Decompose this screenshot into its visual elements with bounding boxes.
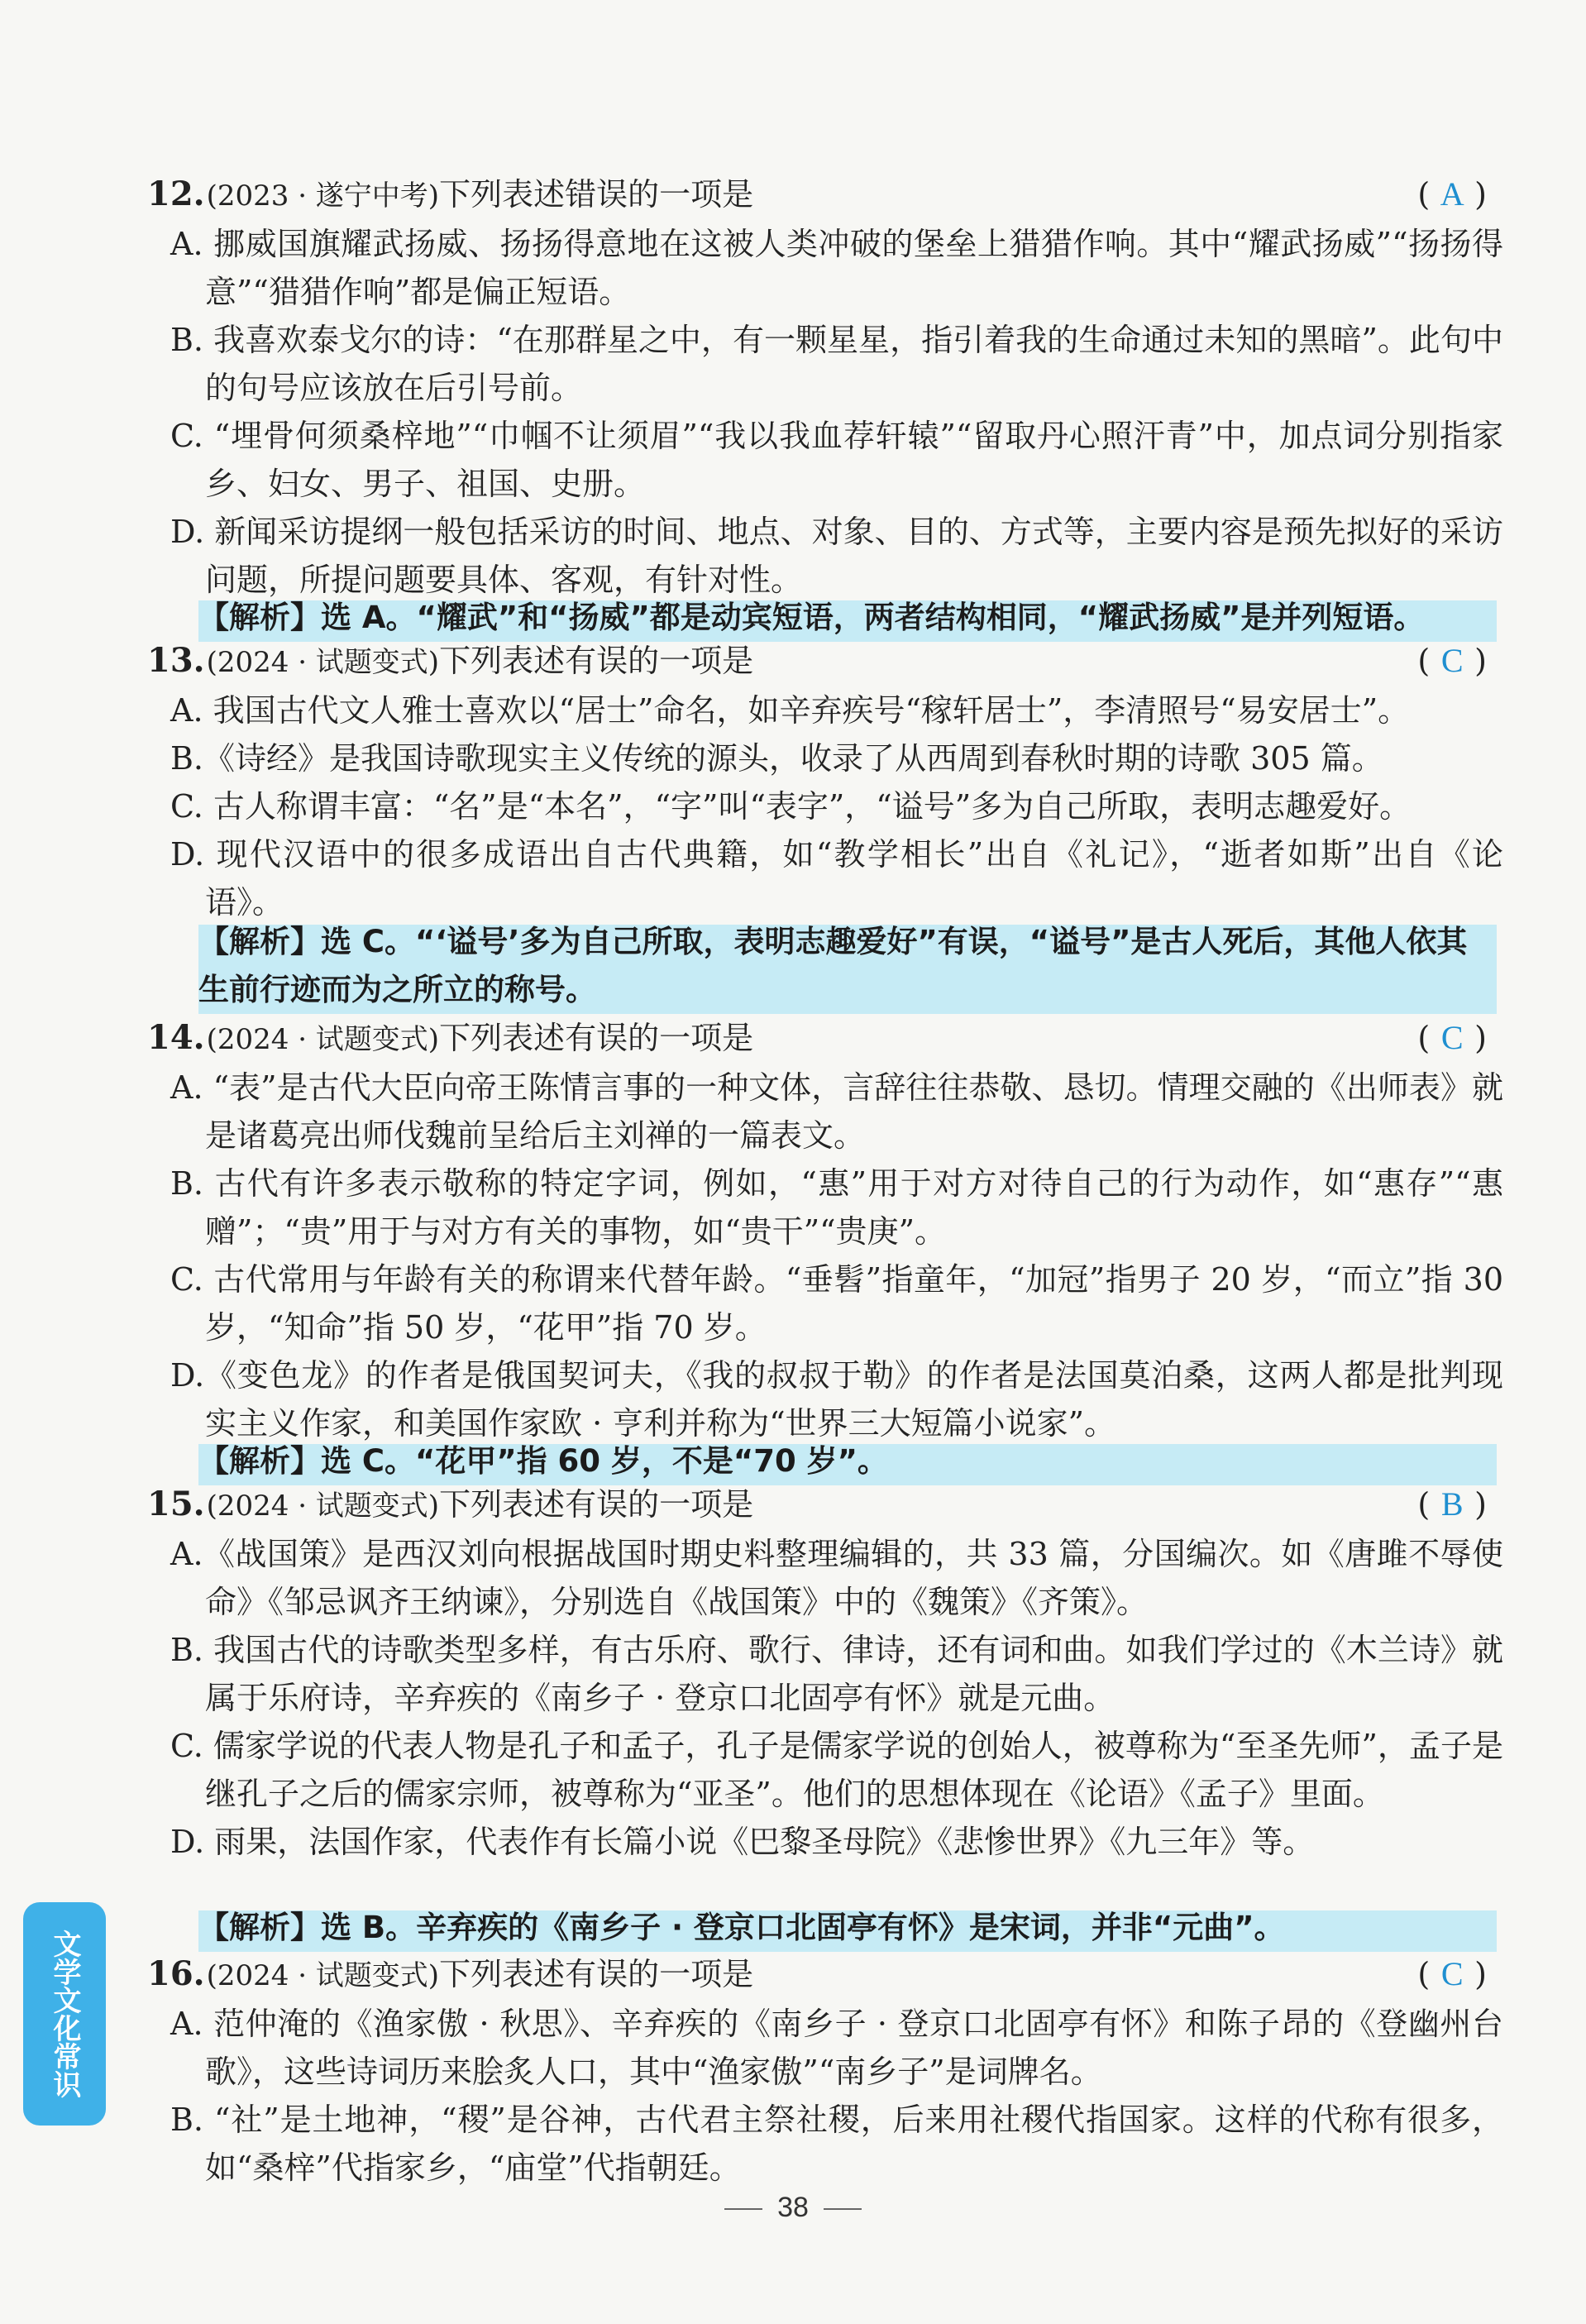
option-a: A. 挪威国旗耀武扬威、扬扬得意地在这被人类冲破的堡垒上猎猎作响。其中“耀武扬威”“扬扬得意”“猎猎作响”都是偏正短语。 [170,226,1503,310]
analysis-text: 【解析】选 B。辛弃疾的《南乡子 · 登京口北固亭有怀》是宋词，并非“元曲”。 [198,1910,1285,1945]
analysis-text: 【解析】选 C。“‘谥号’多为自己所取，表明志趣爱好”有误，“谥号”是古人死后，其他人依其生前行迹而为之所立的称号。 [198,924,1468,1007]
option-c: C. 儒家学说的代表人物是孔子和孟子，孔子是儒家学说的创始人，被尊称为“至圣先师”，孟子是继孔子之后的儒家宗师，被尊称为“亚圣”。他们的思想体现在《论语》《孟子》里面。 [170,1728,1503,1812]
answer-letter: C [1440,642,1464,679]
option-a: A.《战国策》是西汉刘向根据战国时期史料整理编辑的，共 33 篇，分国编次。如《唐雎不辱使命》《邹忌讽齐王纳谏》，分别选自《战国策》中的《魏策》《齐策》。 [170,1536,1503,1620]
question-stem: 下列表述有误的一项是 [439,1956,754,1992]
question-15 [147,1480,1503,1866]
option-b: B. “社”是土地神，“稷”是谷神，古代君主祭社稷，后来用社稷代指国家。这样的代称有很多，如“桑梓”代指家乡，“庙堂”代指朝廷。 [170,2102,1503,2186]
question-14 [147,1014,1503,1447]
analysis-13 [198,918,1497,1014]
footer-dash-left [724,2208,762,2210]
option-c: C. 古人称谓丰富：“名”是“本名”，“字”叫“表字”，“谥号”多为自己所取，表明志趣爱好。 [170,788,1412,825]
answer-bracket: ( B ) [1417,1480,1487,1528]
answer-letter: B [1440,1485,1464,1523]
analysis-text: 【解析】选 C。“花甲”指 60 岁，不是“70 岁”。 [198,1443,888,1479]
question-source: (2024 · 试题变式) [206,1023,440,1056]
option-c: C. 古代常用与年龄有关的称谓来代替年龄。“垂髫”指童年，“加冠”指男子 20 岁，“而立”指 30 岁，“知命”指 50 岁，“花甲”指 70 岁。 [170,1261,1503,1346]
answer-bracket: ( A ) [1417,170,1487,218]
answer-bracket: ( C ) [1417,1950,1487,1998]
question-stem: 下列表述有误的一项是 [439,1020,754,1056]
question-stem: 下列表述有误的一项是 [439,643,754,679]
question-source: (2024 · 试题变式) [206,646,440,679]
question-stem: 下列表述错误的一项是 [439,176,754,213]
question-header [147,1950,1503,2000]
option-d: D. 现代汉语中的很多成语出自古代典籍，如“教学相长”出自《礼记》，“逝者如斯”出自《论语》。 [170,836,1503,921]
analysis-12 [198,594,1497,642]
option-d: D. 雨果，法国作家，代表作有长篇小说《巴黎圣母院》《悲惨世界》《九三年》等。 [170,1824,1315,1860]
answer-bracket: ( C ) [1417,637,1487,685]
option-d: D. 新闻采访提纲一般包括采访的时间、地点、对象、目的、方式等，主要内容是预先拟好的采访问题，所提问题要具体、客观，有针对性。 [170,514,1503,598]
question-stem: 下列表述有误的一项是 [439,1486,754,1523]
question-16 [147,1950,1503,2192]
option-b: B. 我国古代的诗歌类型多样，有古乐府、歌行、律诗，还有词和曲。如我们学过的《木兰诗》就属于乐府诗，辛弃疾的《南乡子 · 登京口北固亭有怀》就是元曲。 [170,1632,1503,1716]
answer-letter: C [1440,1955,1464,1992]
question-12 [147,170,1503,604]
page-number: 38 [777,2192,809,2223]
page-footer [0,2192,1586,2224]
option-b: B. 我喜欢泰戈尔的诗：“在那群星之中，有一颗星星，指引着我的生命通过未知的黑暗”。此句中的句号应该放在后引号前。 [170,322,1503,406]
option-a: A. 我国古代文人雅士喜欢以“居士”命名，如辛弃疾号“稼轩居士”，李清照号“易安居士”。 [170,692,1410,729]
footer-dash-right [824,2208,862,2210]
answer-letter: A [1440,175,1464,213]
option-b: B.《诗经》是我国诗歌现实主义传统的源头，收录了从西周到春秋时期的诗歌 305 篇。 [170,740,1383,777]
option-a: A. “表”是古代大臣向帝王陈情言事的一种文体，言辞往往恭敬、恳切。情理交融的《出师表》就是诸葛亮出师伐魏前呈给后主刘禅的一篇表文。 [170,1069,1503,1154]
option-d: D.《变色龙》的作者是俄国契诃夫，《我的叔叔于勒》的作者是法国莫泊桑，这两人都是批判现实主义作家，和美国作家欧 · 亨利并称为“世界三大短篇小说家”。 [170,1357,1503,1442]
option-b: B. 古代有许多表示敬称的特定字词，例如，“惠”用于对方对待自己的行为动作，如“惠存”“惠赠”；“贵”用于与对方有关的事物，如“贵干”“贵庚”。 [170,1165,1503,1250]
question-number: 16. [147,1954,205,1993]
option-c: C. “埋骨何须桑梓地”“巾帼不让须眉”“我以我血荐轩辕”“留取丹心照汗青”中，加点词分别指家乡、妇女、男子、祖国、史册。 [170,418,1503,502]
answer-letter: C [1440,1019,1464,1056]
section-side-tab: 文学文化常识 [23,1902,106,2126]
question-number: 13. [147,641,205,680]
question-header [147,1014,1503,1064]
question-number: 14. [147,1018,205,1057]
analysis-text: 【解析】选 A。“耀武”和“扬威”都是动宾短语，两者结构相同，“耀武扬威”是并列短语。 [198,600,1425,635]
question-source: (2024 · 试题变式) [206,1959,440,1992]
question-number: 15. [147,1485,205,1523]
question-13 [147,637,1503,926]
question-source: (2023 · 遂宁中考) [206,179,440,213]
question-source: (2024 · 试题变式) [206,1490,440,1523]
option-a: A. 范仲淹的《渔家傲 · 秋思》、辛弃疾的《南乡子 · 登京口北固亭有怀》和陈子昂的《登幽州台歌》，这些诗词历来脍炙人口，其中“渔家傲”“南乡子”是词牌名。 [170,2006,1503,2090]
question-number: 12. [147,175,205,213]
question-header [147,637,1503,686]
question-header [147,1480,1503,1530]
analysis-14 [198,1437,1497,1485]
question-header [147,170,1503,220]
analysis-15 [198,1904,1497,1952]
answer-bracket: ( C ) [1417,1014,1487,1062]
